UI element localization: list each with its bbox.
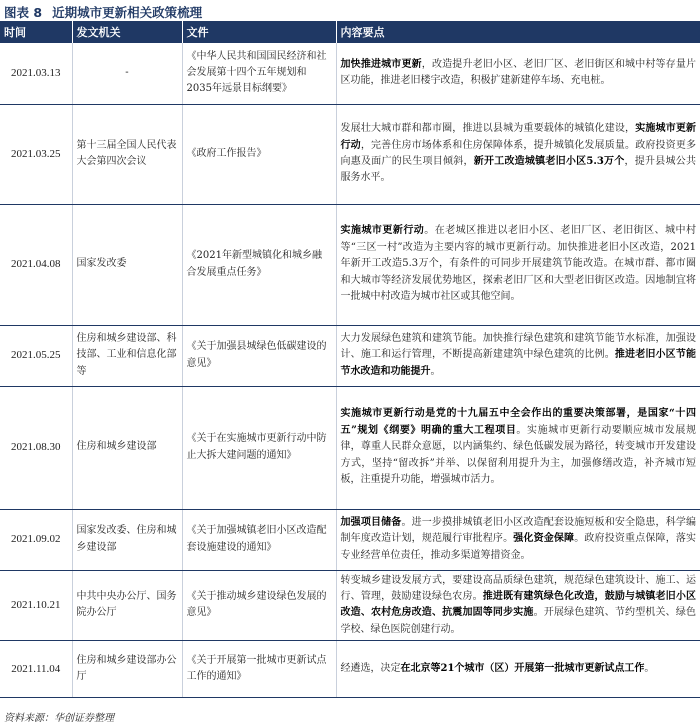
cell-points	[336, 43, 700, 104]
point-highlight: 实施城市更新行动是党的十九届五中全会作出的重要决策部署，是国家“十四五”规划《纲要》明确的重大工程项目	[340, 408, 696, 436]
cell-points	[336, 509, 700, 570]
point-text: 经遴选，决定	[340, 662, 401, 674]
cell-doc: 《中华人民共和国国民经济和社会发展第十四个五年规划和2035年远景目标纲要》	[182, 43, 336, 104]
table-header-row	[0, 21, 700, 43]
point-text: 转变城乡建设发展方式，要建设高品质绿色建筑，规范绿色建筑设计、施工、运行、管理，鼓励建设绿色农房。	[340, 574, 696, 602]
point-highlight: 加强项目储备	[340, 516, 402, 528]
point-text: 。进一步摸排城镇老旧小区改造配套设施短板和安全隐患，科学编制年度改造计划，规范履行审批程序。	[340, 516, 697, 545]
header-org: 发文机关	[72, 21, 182, 43]
cell-org: 住房和城乡建设部	[72, 386, 182, 509]
cell-points	[336, 325, 700, 386]
cell-doc: 《关于加强城镇老旧小区改造配套设施建设的通知》	[182, 509, 336, 570]
table-row	[0, 641, 700, 698]
point-highlight: 推进老旧小区节能节水改造和功能提升	[340, 349, 697, 377]
point-text: 大力发展绿色建筑和建筑节能。加快推行绿色建筑和建筑节能节水标准，加强设计、施工和运行管理，不断提高新建建筑中绿色建筑的比例。	[340, 332, 696, 361]
point-highlight: 实施城市更新行动	[340, 225, 425, 237]
table-row	[0, 43, 700, 104]
header-date: 时间	[0, 21, 72, 43]
figure-title	[4, 3, 202, 19]
cell-doc: 《关于推动城乡建设绿色发展的意见》	[182, 570, 336, 641]
cell-doc: 《政府工作报告》	[182, 104, 336, 204]
cell-date: 2021.11.04	[0, 641, 72, 698]
point-text: 发展壮大城市群和都市圈，推进以县城为重要载体的城镇化建设，	[340, 123, 636, 135]
header-doc: 文件	[182, 21, 336, 43]
cell-org: 国家发改委	[72, 204, 182, 325]
cell-points	[336, 641, 700, 698]
table-row	[0, 570, 700, 641]
cell-doc: 《2021年新型城镇化和城乡融合发展重点任务》	[182, 204, 336, 325]
point-text: ，完善住房市场体系和住房保障体系，提升城镇化发展质量。政府投资更多向惠及面广的民生项目倾斜，	[340, 139, 697, 167]
figure-title-text: 近期城市更新相关政策梳理	[52, 5, 203, 20]
cell-points	[336, 570, 700, 641]
cell-org: 住房和城乡建设部、科技部、工业和信息化部等	[72, 325, 182, 386]
point-text: 。开展绿色建筑、节约型机关、绿色学校、绿色医院创建行动。	[340, 607, 697, 635]
cell-date: 2021.04.08	[0, 204, 72, 325]
cell-doc: 《关于在实施城市更新行动中防止大拆大建问题的通知》	[182, 386, 336, 509]
table-row	[0, 325, 700, 386]
cell-doc: 《关于开展第一批城市更新试点工作的通知》	[182, 641, 336, 698]
point-highlight: 强化资金保障	[513, 533, 575, 545]
point-text: ，提升县城公共服务水平。	[340, 156, 697, 184]
cell-org: 国家发改委、住房和城乡建设部	[72, 509, 182, 570]
point-text: ，改造提升老旧小区、老旧厂区、老旧街区和城中村等存量片区功能，推进老旧楼宇改造，积极扩建新建停车场、充电桩。	[340, 58, 697, 87]
cell-doc: 《关于加强县城绿色低碳建设的意见》	[182, 325, 336, 386]
point-text: 。在老城区推进以老旧小区、老旧厂区、老旧街区、城中村等“三区一村”改造为主要内容的城市更新行动。加快推进老旧小区改造，2021年新开工改造5.3万个，有条件的可同步开展建筑节能改造。在城市群、都市圈和大城市等经济发展优势地区，探索老旧厂区和大型老旧街区改造。因地制宜将一批城中村改造为城市社区或其他空间。	[340, 225, 697, 303]
source-note: 资料来源：华创证券整理	[4, 713, 114, 724]
cell-org: 第十三届全国人民代表大会第四次会议	[72, 104, 182, 204]
header-points: 内容要点	[336, 21, 700, 43]
policy-table	[0, 21, 700, 698]
cell-date: 2021.03.25	[0, 104, 72, 204]
point-highlight: 新开工改造城镇老旧小区5.3万个	[473, 156, 625, 167]
cell-date: 2021.10.21	[0, 570, 72, 641]
table-row	[0, 386, 700, 509]
cell-org: 住房和城乡建设部办公厅	[72, 641, 182, 698]
cell-points	[336, 204, 700, 325]
cell-points	[336, 104, 700, 204]
cell-date: 2021.09.02	[0, 509, 72, 570]
cell-date: 2021.08.30	[0, 386, 72, 509]
cell-org: -	[72, 43, 182, 104]
point-highlight: 加快推进城市更新	[340, 58, 422, 70]
point-text: 。	[430, 365, 441, 377]
point-text: 。政府投资重点保障，落实专业经营单位责任，推动多渠道筹措资金。	[340, 533, 697, 561]
figure-number: 图表 8	[4, 5, 43, 20]
cell-date: 2021.05.25	[0, 325, 72, 386]
table-row	[0, 104, 700, 204]
table-row	[0, 509, 700, 570]
cell-points	[336, 386, 700, 509]
cell-date: 2021.03.13	[0, 43, 72, 104]
table-row	[0, 204, 700, 325]
point-highlight: 在北京等21个城市（区）开展第一批城市更新试点工作	[400, 662, 645, 674]
point-text: 。实施城市更新行动要顺应城市发展规律，尊重人民群众意愿，以内涵集约、绿色低碳发展为路径，转变城市开发建设方式，坚持“留改拆”并举、以保留利用提升为主，加强修缮改造，补齐城市短板，注重提升功能，增强城市活力。	[340, 424, 696, 486]
point-highlight: 推进既有建筑绿色化改造，鼓励与城镇老旧小区改造、农村危房改造、抗震加固等同步实施	[340, 590, 697, 619]
point-highlight: 实施城市更新行动	[340, 123, 697, 151]
point-text: 。	[644, 662, 655, 674]
cell-org: 中共中央办公厅、国务院办公厅	[72, 570, 182, 641]
